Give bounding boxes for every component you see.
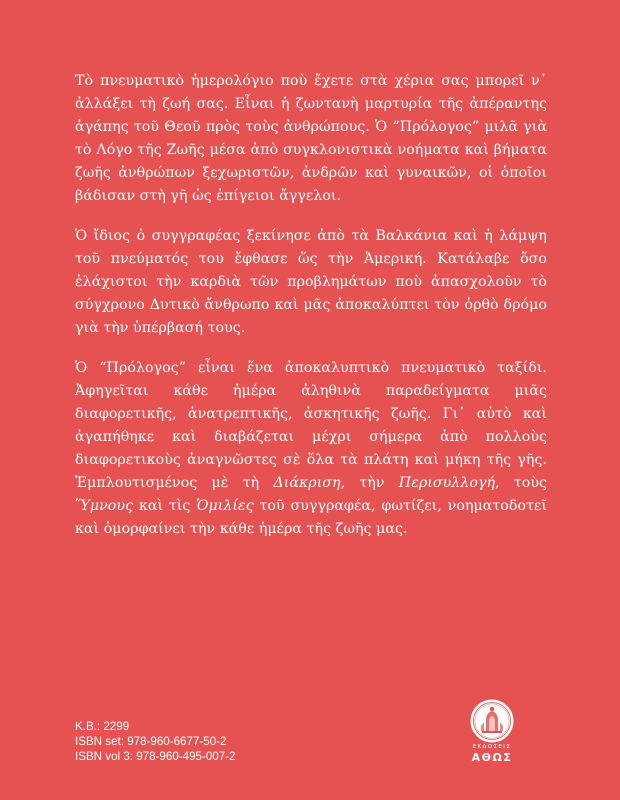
italic-title-diakrisi: Διάκριση [273,475,341,491]
publisher-name: ΑΘΩΣ [471,751,513,764]
isbn-set: ISBN set: 978-960-6677-50-2 [75,735,227,748]
paragraph-3-sep-3: καὶ τὶς [133,498,197,514]
paragraph-3-start: Ὁ “Πρόλογος” εἶναι ἕνα ἀποκαλυπτικὸ πνευματικὸ ταξίδι. Ἀφηγεῖται κάθε ἡμέρα ἀληθινὰ παραδείγματα μιᾶς διαφορετικῆς, ἀνατρεπτικῆς, ἀσκητικῆς ζωῆς. Γι᾽ αὐτὸ καὶ ἀγαπήθηκε καὶ διαβάζεται μέχρι σήμερα ἀπὸ πολλοὺς διαφορετικοὺς ἀναγνῶστες σὲ ὅλα τὰ πλάτη καὶ μήκη τῆς γῆς. Ἐμπλουτισμένος μὲ τὴ [75,360,547,491]
kb-number: Κ.Β.: 2299 [75,720,130,733]
paragraph-3-end: τοῦ συγγραφέα, φωτίζει, νοηματοδοτεῖ καὶ ὀμορφαίνει τὴν κάθε ἡμέρα τῆς ζωῆς μας. [75,498,547,537]
italic-title-ymnous: Ὕμνους [75,498,134,514]
identifiers-block [75,719,235,764]
publisher-label: ΕΚΔΟΣΕΙΣ [472,744,512,750]
italic-title-perisyllogi: Περισυλλογή [398,475,496,491]
italic-title-omilies: Ὁμιλίες [196,498,254,514]
isbn-volume: ISBN vol 3: 978-960-495-007-2 [75,750,236,763]
paragraph-2: Ὁ ἴδιος ὁ συγγραφέας ξεκίνησε ἀπὸ τὰ Βαλκάνια καὶ ἡ λάμψη τοῦ πνεύματός του ἔφθασε ὥς τὴν Ἀμερική. Κατάλαβε ὅσο ἐλάχιστοι τὴν καρδιὰ τῶν προβλημάτων ποὺ ἀπασχολοῦν τὸ σύγχρονο Δυτικὸ ἄνθρωπο καὶ μᾶς ἀποκαλύπτει τὸν ὀρθὸ δρόμο γιὰ τὴν ὑπέρβασή τους. [75,228,547,336]
paragraph-3 [75,357,547,541]
blurb-text [75,70,547,558]
paragraph-3-sep-2: , τοὺς [495,475,547,491]
paragraph-3-sep-1: , τὴν [340,475,399,491]
paragraph-1: Τὸ πνευματικὸ ἡμερολόγιο ποὺ ἔχετε στὰ χέρια σας μπορεῖ ν᾽ ἀλλάξει τὴ ζωή σας. Εἶναι ἡ ζωντανὴ μαρτυρία τῆς ἀπέραντης ἀγάπης τοῦ Θεοῦ πρὸς τοὺς ἀνθρώπους. Ὁ “Πρόλογος” μιλᾶ γιὰ τὸ Λόγο τῆς Ζωῆς μέσα ἀπὸ συγκλονιστικὰ νοήματα καὶ βήματα ζωῆς ἀνθρώπων ξεχωριστῶν, ἀνδρῶν καὶ γυναικῶν, οἱ ὁποῖοι βάδισαν στὴ γῆ ὡς ἐπίγειοι ἄγγελοι. [75,73,547,204]
